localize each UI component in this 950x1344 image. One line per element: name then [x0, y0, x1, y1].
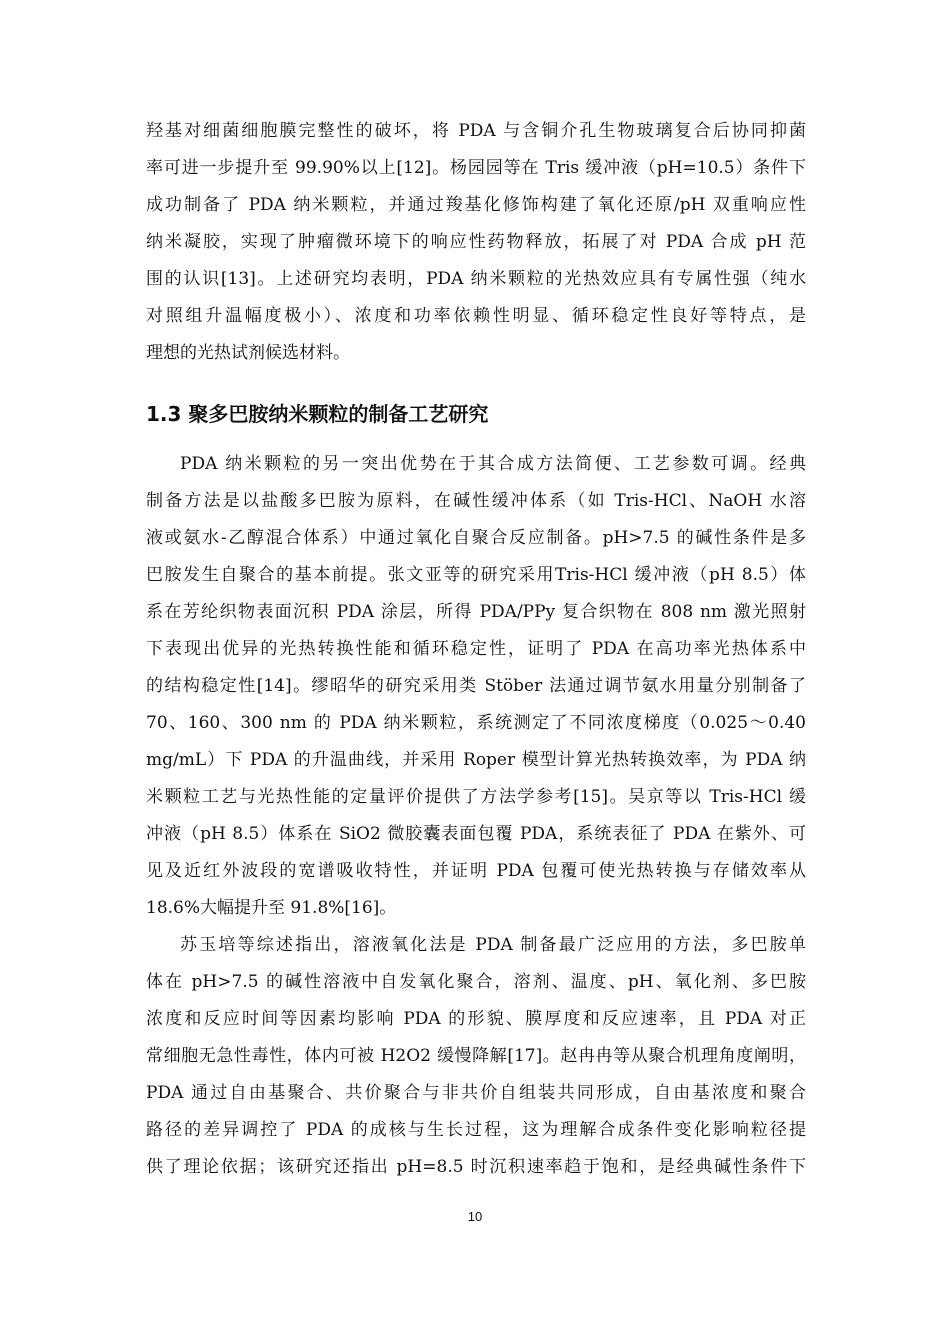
- text-line: 围的认识[13]。上述研究均表明，PDA 纳米颗粒的光热效应具有专属性强（纯水: [146, 269, 806, 289]
- text-line: 液或氨水-乙醇混合体系）中通过氧化自聚合反应制备。pH>7.5 的碱性条件是多: [146, 528, 806, 548]
- text-line: 常细胞无急性毒性，体内可被 H2O2 缓慢降解[17]。赵冉冉等从聚合机理角度阐明，: [146, 1046, 806, 1066]
- text-line: 巴胺发生自聚合的基本前提。张文亚等的研究采用Tris-HCl 缓冲液（pH 8.5）体: [146, 565, 806, 585]
- text-line: PDA 纳米颗粒的另一突出优势在于其合成方法简便、工艺参数可调。经典: [180, 454, 806, 474]
- text-line: 对照组升温幅度极小）、浓度和功率依赖性明显、循环稳定性良好等特点，是: [146, 306, 806, 326]
- text-line: 成功制备了 PDA 纳米颗粒，并通过羧基化修饰构建了氧化还原/pH 双重响应性: [146, 195, 806, 215]
- text-line: 率可进一步提升至 99.90%以上[12]。杨园园等在 Tris 缓冲液（pH=10.5）条件下: [146, 158, 806, 178]
- text-line: 的结构稳定性[14]。缪昭华的研究采用类 Stöber 法通过调节氨水用量分别制备了: [146, 676, 806, 696]
- text-line: 路径的差异调控了 PDA 的成核与生长过程，这为理解合成条件变化影响粒径提: [146, 1120, 806, 1140]
- text-line: 纳米凝胶，实现了肿瘤微环境下的响应性药物释放，拓展了对 PDA 合成 pH 范: [146, 232, 806, 252]
- text-line: 18.6%大幅提升至 91.8%[16]。: [146, 898, 397, 918]
- text-line: 制备方法是以盐酸多巴胺为原料，在碱性缓冲体系（如 Tris-HCl、NaOH 水溶: [146, 491, 806, 511]
- text-line: PDA 通过自由基聚合、共价聚合与非共价自组装共同形成，自由基浓度和聚合: [146, 1083, 806, 1103]
- page-number: 10: [467, 1209, 483, 1224]
- text-line: 羟基对细菌细胞膜完整性的破坏，将 PDA 与含铜介孔生物玻璃复合后协同抑菌: [146, 121, 806, 141]
- text-line: 下表现出优异的光热转换性能和循环稳定性，证明了 PDA 在高功率光热体系中: [146, 639, 806, 659]
- text-line: 见及近红外波段的宽谱吸收特性，并证明 PDA 包覆可使光热转换与存储效率从: [146, 861, 806, 881]
- text-line: 70、160、300 nm 的 PDA 纳米颗粒，系统测定了不同浓度梯度（0.025～0.40: [146, 713, 806, 733]
- text-line: mg/mL）下 PDA 的升温曲线，并采用 Roper 模型计算光热转换效率，为 PDA 纳: [146, 750, 806, 770]
- text-line: 体在 pH>7.5 的碱性溶液中自发氧化聚合，溶剂、温度、pH、氧化剂、多巴胺: [146, 972, 806, 992]
- text-line: 浓度和反应时间等因素均影响 PDA 的形貌、膜厚度和反应速率，且 PDA 对正: [146, 1009, 806, 1029]
- text-line: 苏玉培等综述指出，溶液氧化法是 PDA 制备最广泛应用的方法，多巴胺单: [180, 935, 806, 955]
- text-line: 米颗粒工艺与光热性能的定量评价提供了方法学参考[15]。吴京等以 Tris-HCl 缓: [146, 787, 806, 807]
- section-heading: 1.3 聚多巴胺纳米颗粒的制备工艺研究: [146, 402, 489, 426]
- text-line: 理想的光热试剂候选材料。: [146, 343, 350, 363]
- text-line: 系在芳纶织物表面沉积 PDA 涂层，所得 PDA/PPy 复合织物在 808 nm 激光照射: [146, 602, 806, 622]
- text-line: 冲液（pH 8.5）体系在 SiO2 微胶囊表面包覆 PDA，系统表征了 PDA 在紫外、可: [146, 824, 806, 844]
- text-line: 供了理论依据；该研究还指出 pH=8.5 时沉积速率趋于饱和，是经典碱性条件下: [146, 1157, 806, 1177]
